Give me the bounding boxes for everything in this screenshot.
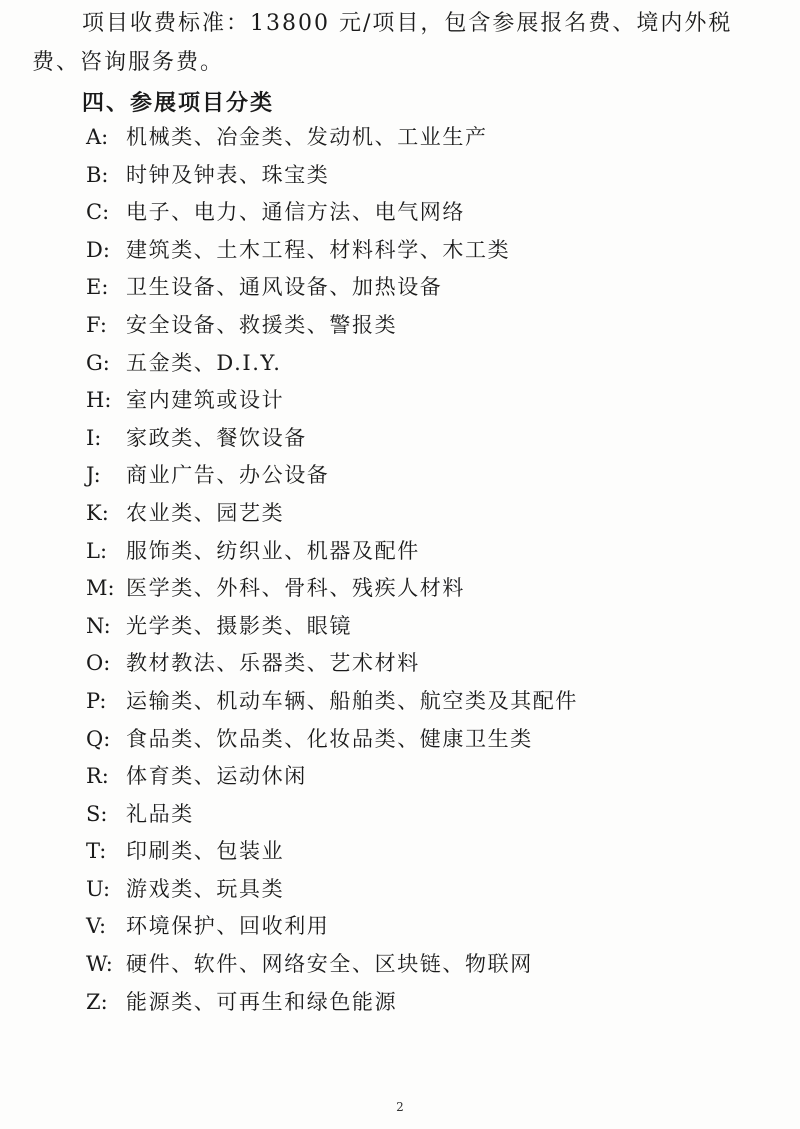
category-item <box>86 683 578 721</box>
category-text: 服饰类、纺织业、机器及配件 <box>126 538 420 563</box>
category-code: I: <box>86 425 102 450</box>
category-item <box>86 796 578 834</box>
category-item <box>86 645 578 683</box>
category-text: 食品类、饮品类、化妆品类、健康卫生类 <box>126 726 533 751</box>
category-item <box>86 457 578 495</box>
category-text: 室内建筑或设计 <box>126 388 285 413</box>
category-item <box>86 871 578 909</box>
category-text: 时钟及钟表、珠宝类 <box>126 162 330 187</box>
category-text: 电子、电力、通信方法、电气网络 <box>126 200 465 225</box>
category-code: T: <box>86 839 107 864</box>
category-item <box>86 382 578 420</box>
category-text: 环境保护、回收利用 <box>126 914 330 939</box>
category-item <box>86 119 578 157</box>
category-text: 能源类、可再生和绿色能源 <box>126 989 398 1014</box>
category-code: A: <box>86 125 109 149</box>
category-item <box>86 232 578 270</box>
category-text: 硬件、软件、网络安全、区块链、物联网 <box>126 952 533 977</box>
category-code: G: <box>86 350 110 375</box>
category-text: 商业广告、办公设备 <box>126 463 330 488</box>
category-text: 机械类、冶金类、发动机、工业生产 <box>126 125 488 149</box>
category-code: D: <box>86 237 110 262</box>
category-text: 运输类、机动车辆、船舶类、航空类及其配件 <box>126 688 578 713</box>
category-item <box>86 833 578 871</box>
category-text: 礼品类 <box>126 801 194 826</box>
category-text: 游戏类、玩具类 <box>126 876 285 901</box>
category-item <box>86 946 578 984</box>
category-code: N: <box>86 613 111 638</box>
category-item <box>86 984 578 1022</box>
category-code: E: <box>86 275 109 300</box>
category-code: L: <box>86 538 108 563</box>
category-code: J: <box>86 463 101 488</box>
category-text: 五金类、D.I.Y. <box>126 350 282 375</box>
page-number: 2 <box>396 1100 404 1114</box>
category-code: B: <box>86 162 109 187</box>
category-text: 教材教法、乐器类、艺术材料 <box>126 651 420 676</box>
category-code: F: <box>86 312 107 337</box>
category-text: 农业类、园艺类 <box>126 500 285 525</box>
category-code: M: <box>86 576 115 601</box>
section-heading: 四、参展项目分类 <box>82 91 275 116</box>
category-code: P: <box>86 688 107 713</box>
category-item <box>86 570 578 608</box>
category-text: 建筑类、土木工程、材料科学、木工类 <box>126 237 511 262</box>
category-code: V: <box>86 914 107 939</box>
category-code: Z: <box>86 989 108 1014</box>
category-code: U: <box>86 876 111 901</box>
category-code: H: <box>86 388 112 413</box>
category-item <box>86 533 578 571</box>
category-item <box>86 721 578 759</box>
category-item <box>86 269 578 307</box>
category-item <box>86 908 578 946</box>
category-item <box>86 345 578 383</box>
category-code: K: <box>86 500 109 525</box>
fee-standard-line-1: 项目收费标准：13800 元/项目，包含参展报名费、境内外税 <box>82 11 733 36</box>
category-code: Q: <box>86 726 111 751</box>
category-text: 体育类、运动休闲 <box>126 764 307 789</box>
category-text: 安全设备、救援类、警报类 <box>126 312 398 337</box>
category-code: O: <box>86 651 111 676</box>
category-item <box>86 307 578 345</box>
category-item <box>86 420 578 458</box>
category-text: 医学类、外科、骨科、残疾人材料 <box>126 576 465 601</box>
fee-standard-line-2: 费、咨询服务费。 <box>32 50 225 75</box>
category-item <box>86 608 578 646</box>
category-text: 家政类、餐饮设备 <box>126 425 307 450</box>
category-code: S: <box>86 801 108 826</box>
category-text: 印刷类、包装业 <box>126 839 285 864</box>
category-code: R: <box>86 764 109 789</box>
category-code: C: <box>86 200 110 225</box>
category-item <box>86 495 578 533</box>
category-item <box>86 194 578 232</box>
category-code: W: <box>86 952 113 977</box>
category-text: 卫生设备、通风设备、加热设备 <box>126 275 443 300</box>
category-text: 光学类、摄影类、眼镜 <box>126 613 352 638</box>
category-list <box>86 119 578 1021</box>
category-item <box>86 157 578 195</box>
category-item <box>86 758 578 796</box>
